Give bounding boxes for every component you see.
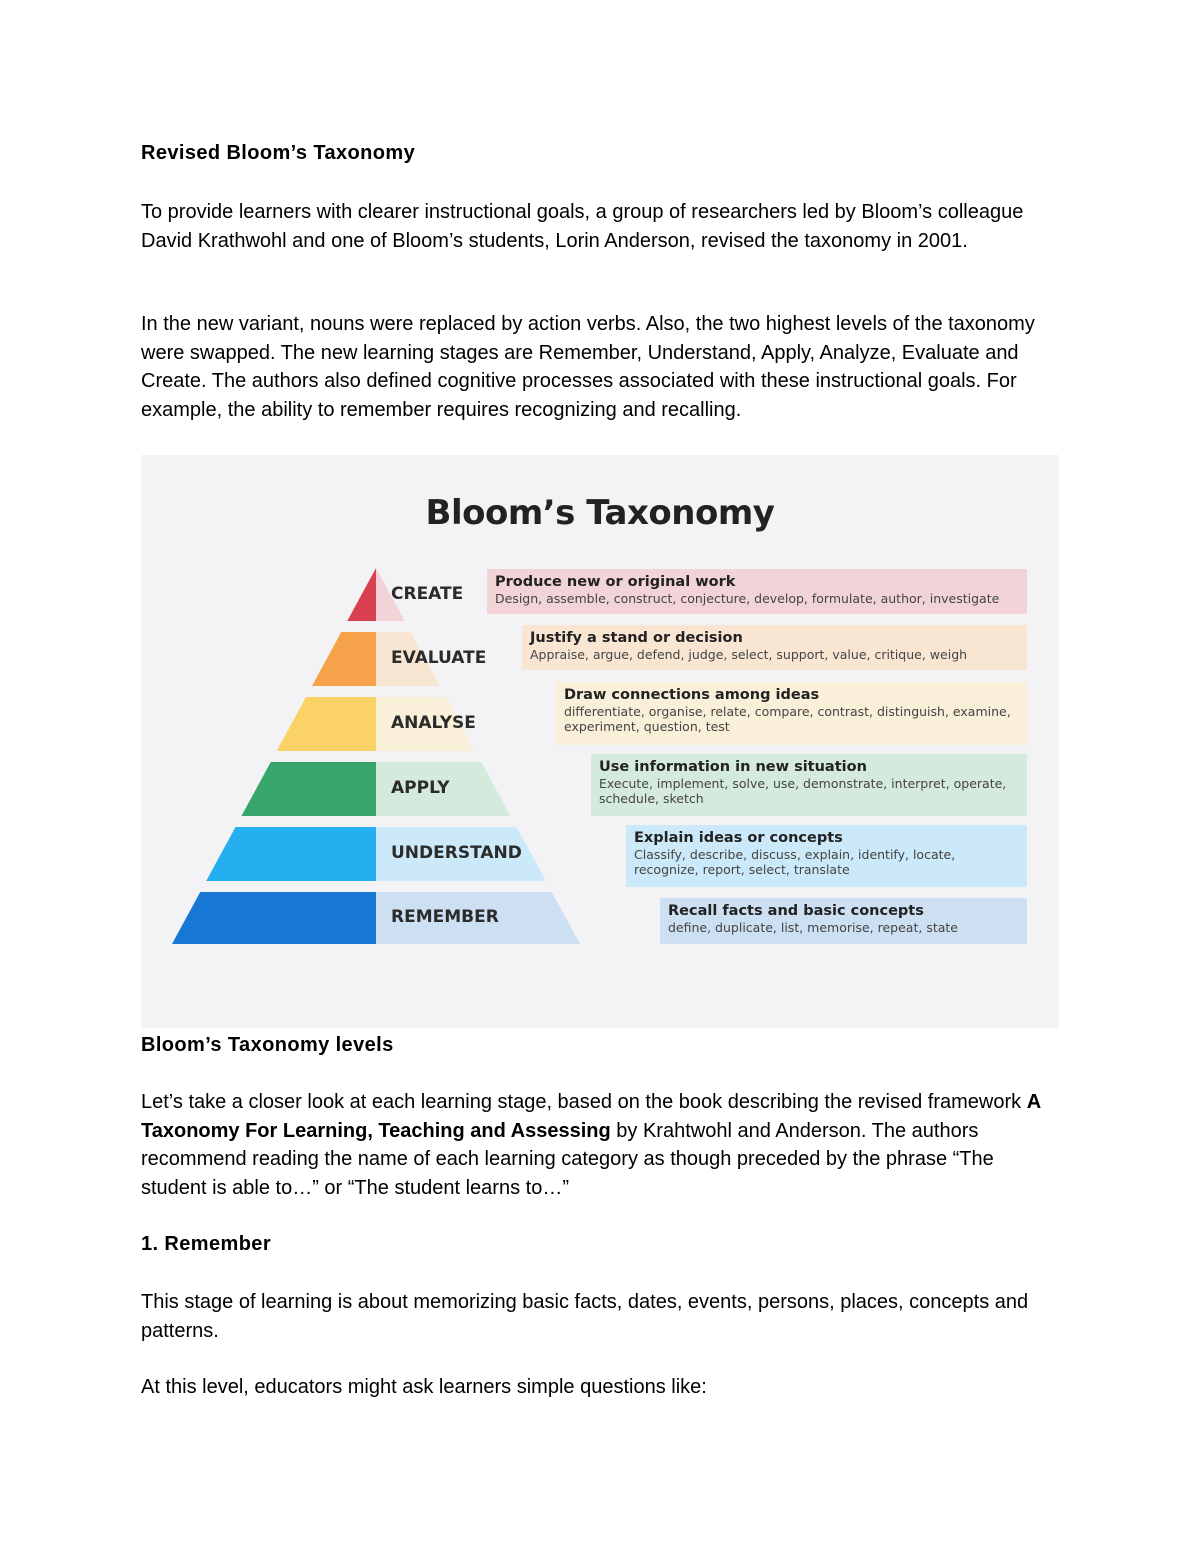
book-title: A Taxonomy For Learning, Teaching and Assessing (141, 1091, 1041, 1142)
level-box-remember (660, 898, 1027, 944)
pyramid-band-analyse (277, 697, 376, 751)
heading-remember: 1. Remember (141, 1233, 272, 1255)
level-label-understand: UNDERSTAND (391, 843, 522, 863)
figure-title: Bloom’s Taxonomy (425, 493, 775, 533)
paragraph-closer-look (141, 1088, 1061, 1202)
level-box-evaluate (522, 625, 1027, 670)
level-box-description: differentiate, organise, relate, compare, contrast, distinguish, examine, experiment, question, test (564, 704, 1011, 734)
level-label-apply: APPLY (391, 778, 450, 798)
level-box-title: Explain ideas or concepts (634, 830, 843, 846)
pyramid-band-apply (241, 762, 376, 816)
level-box-description: Appraise, argue, defend, judge, select, support, value, critique, weigh (530, 647, 968, 662)
level-box-create (487, 569, 1027, 614)
level-box-title: Produce new or original work (495, 574, 736, 590)
pyramid-band-remember (172, 892, 376, 944)
level-box-understand (626, 825, 1027, 887)
paragraph-closer-look-text1: Let’s take a closer look at each learning stage, based on the book describing the revised framework (141, 1091, 1027, 1113)
paragraph-educators-ask: At this level, educators might ask learners simple questions like: (141, 1376, 707, 1398)
level-box-apply (591, 754, 1027, 816)
heading-revised-blooms: Revised Bloom’s Taxonomy (141, 142, 416, 164)
level-box-title: Use information in new situation (599, 759, 867, 775)
heading-taxonomy-levels: Bloom’s Taxonomy levels (141, 1034, 394, 1056)
level-box-description: Design, assemble, construct, conjecture, develop, formulate, author, investigate (495, 591, 1000, 606)
paragraph-new-variant: In the new variant, nouns were replaced by action verbs. Also, the two highest levels of the taxonomy were swapped. The new learning stages are Remember, Understand, Apply, Analyze, Evaluate and Create. The authors also defined cognitive processes associated with these instructional goals. For example, the ability to remember requires recognizing and recalling. (141, 313, 1035, 421)
paragraph-intro: To provide learners with clearer instructional goals, a group of researchers led by Bloom’s colleague David Krathwohl and one of Bloom’s students, Lorin Anderson, revised the taxonomy in 2001. (141, 201, 1024, 252)
level-box-title: Recall facts and basic concepts (668, 903, 924, 919)
level-box-description: Classify, describe, discuss, explain, identify, locate, recognize, report, select, translate (634, 847, 956, 877)
blooms-taxonomy-figure (141, 455, 1059, 1028)
level-label-remember: REMEMBER (391, 907, 499, 927)
level-label-analyse: ANALYSE (391, 713, 476, 733)
level-label-evaluate: EVALUATE (391, 648, 487, 668)
level-label-create: CREATE (391, 583, 464, 604)
level-box-description: define, duplicate, list, memorise, repeat, state (668, 920, 958, 935)
paragraph-closer-look-text2: by Krahtwohl and Anderson. The authors recommend reading the name of each learning category as though preceded by the phrase “The student is able to…” or “The student learns to…” (141, 1119, 994, 1199)
level-box-title: Justify a stand or decision (530, 630, 743, 646)
pyramid-band-create (347, 568, 376, 621)
paragraph-remember-stage: This stage of learning is about memorizing basic facts, dates, events, persons, places, concepts and patterns. (141, 1291, 1029, 1342)
level-box-title: Draw connections among ideas (564, 687, 820, 703)
level-box-analyse (556, 682, 1027, 745)
pyramid-band-understand (206, 827, 376, 881)
pyramid-band-evaluate (312, 632, 376, 686)
level-box-description: Execute, implement, solve, use, demonstrate, interpret, operate, schedule, sketch (599, 776, 1007, 806)
